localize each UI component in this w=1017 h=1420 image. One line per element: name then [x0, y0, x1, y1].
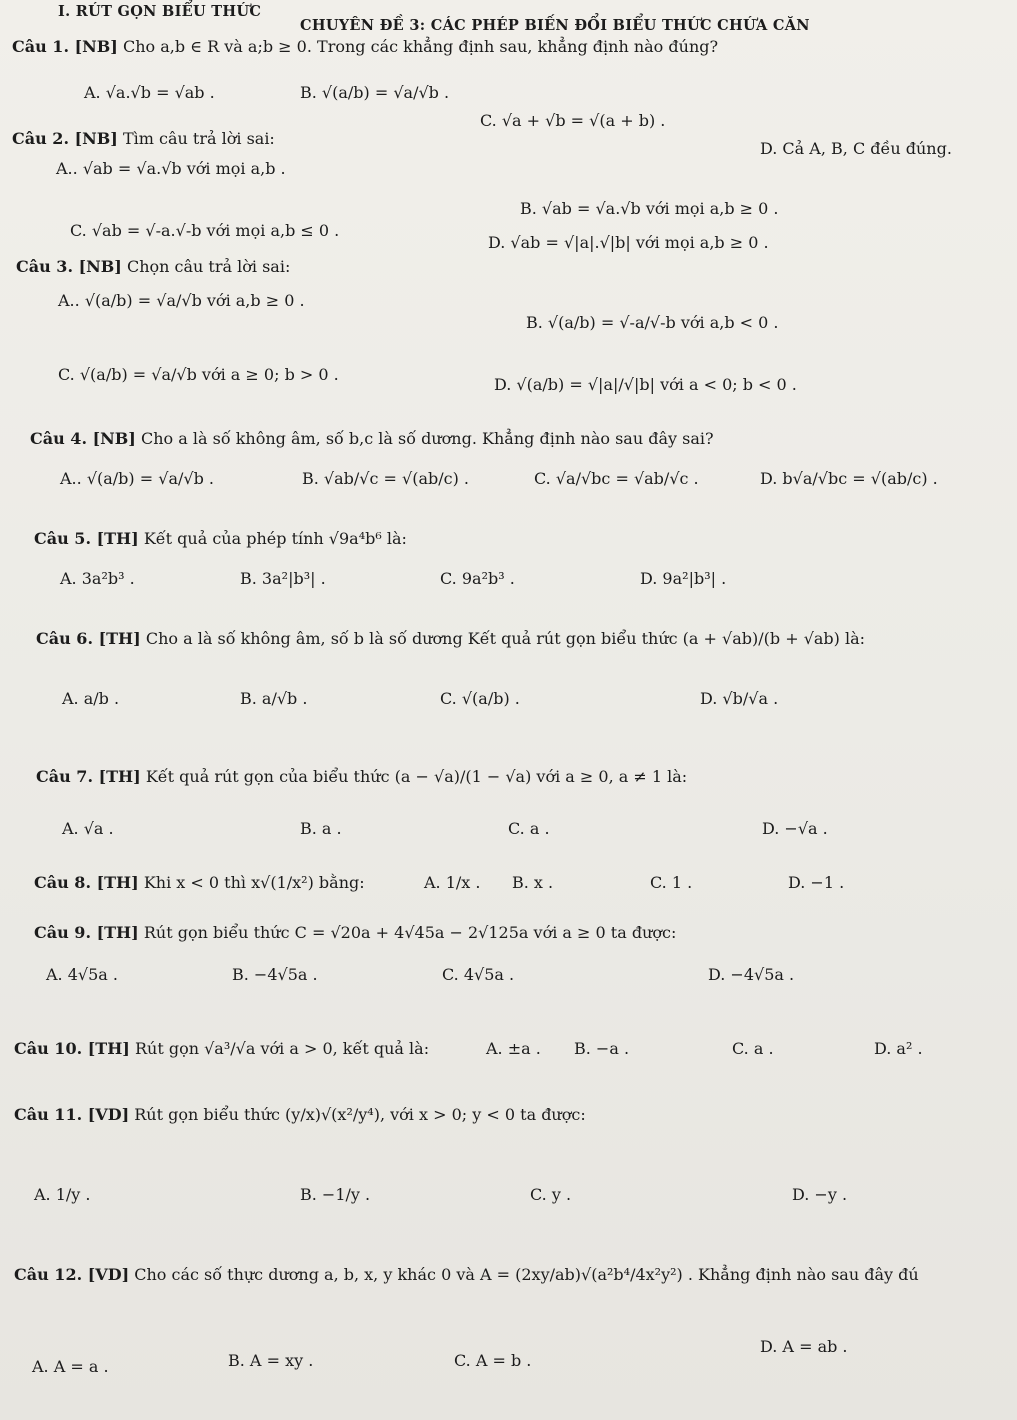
question-9: [34, 924, 676, 942]
question-text: Rút gọn biểu thức (y/x)√(x²/y⁴), với x > 0; y < 0 ta được:: [134, 1105, 586, 1124]
q10-option-b: B. −a .: [574, 1039, 630, 1058]
question-1: [12, 38, 718, 56]
q7-option-a: A. √a .: [62, 819, 114, 838]
q4-option-d: D. b√a/√bc = √(ab/c) .: [760, 469, 938, 488]
question-text: Cho các số thực dương a, b, x, y khác 0 và A = (2xy/ab)√(a²b⁴/4x²y²) . Khẳng định nào sau đây đú: [134, 1265, 919, 1284]
q1-option-a: A. √a.√b = √ab .: [84, 83, 215, 102]
q8-option-c: C. 1 .: [650, 873, 693, 892]
q2-option-a: A.. √ab = √a.√b với mọi a,b .: [56, 159, 286, 178]
question-label: Câu 5. [TH]: [34, 529, 139, 548]
question-text: Chọn câu trả lời sai:: [126, 257, 291, 276]
q7-option-c: C. a .: [508, 819, 550, 838]
q1-option-b: B. √(a/b) = √a/√b .: [300, 83, 450, 102]
q9-option-c: C. 4√5a .: [442, 965, 515, 984]
q2-option-c: C. √ab = √-a.√-b với mọi a,b ≤ 0 .: [70, 221, 340, 240]
question-label: Câu 4. [NB]: [30, 429, 136, 448]
q6-option-a: A. a/b .: [62, 689, 120, 708]
question-3: [16, 258, 290, 276]
question-text: Cho a là số không âm, số b,c là số dương. Khẳng định nào sau đây sai?: [140, 429, 714, 448]
q1-option-d: D. Cả A, B, C đều đúng.: [760, 139, 952, 158]
q7-option-b: B. a .: [300, 819, 342, 838]
question-label: Câu 11. [VD]: [14, 1105, 130, 1124]
q5-option-c: C. 9a²b³ .: [440, 569, 515, 588]
question-label: Câu 6. [TH]: [36, 629, 141, 648]
question-6: [36, 630, 865, 648]
chapter-title: CHUYÊN ĐỀ 3: CÁC PHÉP BIẾN ĐỔI BIỂU THỨC CHỨA CĂN: [300, 17, 810, 34]
q4-option-c: C. √a/√bc = √ab/√c .: [534, 469, 699, 488]
q3-option-a: A.. √(a/b) = √a/√b với a,b ≥ 0 .: [58, 291, 305, 310]
question-12: [14, 1266, 919, 1284]
q3-option-c: C. √(a/b) = √a/√b với a ≥ 0; b > 0 .: [58, 365, 339, 384]
q3-option-b: B. √(a/b) = √-a/√-b với a,b < 0 .: [526, 313, 779, 332]
q11-option-d: D. −y .: [792, 1185, 848, 1204]
question-text: Cho a là số không âm, số b là số dương Kết quả rút gọn biểu thức (a + √ab)/(b + √ab) là:: [145, 629, 866, 648]
q10-option-a: A. ±a .: [486, 1039, 541, 1058]
question-text: Cho a,b ∈ R và a;b ≥ 0. Trong các khẳng định sau, khẳng định nào đúng?: [122, 37, 719, 56]
q3-option-d: D. √(a/b) = √|a|/√|b| với a < 0; b < 0 .: [494, 375, 797, 394]
q2-option-b: B. √ab = √a.√b với mọi a,b ≥ 0 .: [520, 199, 779, 218]
question-8: [34, 874, 365, 892]
q9-option-a: A. 4√5a .: [46, 965, 118, 984]
q9-option-b: B. −4√5a .: [232, 965, 318, 984]
question-label: Câu 2. [NB]: [12, 129, 118, 148]
q6-option-c: C. √(a/b) .: [440, 689, 520, 708]
q5-option-d: D. 9a²|b³| .: [640, 569, 727, 588]
section-heading: I. RÚT GỌN BIỂU THỨC: [58, 3, 262, 20]
question-text: Tìm câu trả lời sai:: [122, 129, 275, 148]
q2-option-d: D. √ab = √|a|.√|b| với mọi a,b ≥ 0 .: [488, 233, 769, 252]
q1-option-c: C. √a + √b = √(a + b) .: [480, 111, 666, 130]
question-label: Câu 10. [TH]: [14, 1039, 130, 1058]
question-4: [30, 430, 714, 448]
question-label: Câu 12. [VD]: [14, 1265, 130, 1284]
q5-option-b: B. 3a²|b³| .: [240, 569, 326, 588]
q9-option-d: D. −4√5a .: [708, 965, 795, 984]
question-label: Câu 3. [NB]: [16, 257, 122, 276]
q4-option-a: A.. √(a/b) = √a/√b .: [60, 469, 214, 488]
question-10: [14, 1040, 429, 1058]
q12-option-c: C. A = b .: [454, 1351, 532, 1370]
q7-option-d: D. −√a .: [762, 819, 828, 838]
q6-option-d: D. √b/√a .: [700, 689, 779, 708]
q12-option-d: D. A = ab .: [760, 1337, 848, 1356]
q12-option-b: B. A = xy .: [228, 1351, 314, 1370]
question-text: Kết quả rút gọn của biểu thức (a − √a)/(1 − √a) với a ≥ 0, a ≠ 1 là:: [145, 767, 688, 786]
q8-option-d: D. −1 .: [788, 873, 845, 892]
q11-option-c: C. y .: [530, 1185, 572, 1204]
q10-option-c: C. a .: [732, 1039, 774, 1058]
q8-option-b: B. x .: [512, 873, 554, 892]
question-7: [36, 768, 687, 786]
question-text: Rút gọn √a³/√a với a > 0, kết quả là:: [134, 1039, 430, 1058]
question-2: [12, 130, 275, 148]
question-text: Kết quả của phép tính √9a⁴b⁶ là:: [143, 529, 407, 548]
question-text: Khi x < 0 thì x√(1/x²) bằng:: [143, 873, 365, 892]
question-label: Câu 8. [TH]: [34, 873, 139, 892]
question-label: Câu 7. [TH]: [36, 767, 141, 786]
q11-option-b: B. −1/y .: [300, 1185, 371, 1204]
question-5: [34, 530, 407, 548]
question-label: Câu 9. [TH]: [34, 923, 139, 942]
q11-option-a: A. 1/y .: [34, 1185, 91, 1204]
question-11: [14, 1106, 586, 1124]
question-label: Câu 1. [NB]: [12, 37, 118, 56]
q4-option-b: B. √ab/√c = √(ab/c) .: [302, 469, 470, 488]
q12-option-a: A. A = a .: [32, 1357, 109, 1376]
q5-option-a: A. 3a²b³ .: [60, 569, 135, 588]
q6-option-b: B. a/√b .: [240, 689, 308, 708]
q8-option-a: A. 1/x .: [424, 873, 481, 892]
q10-option-d: D. a² .: [874, 1039, 923, 1058]
question-text: Rút gọn biểu thức C = √20a + 4√45a − 2√125a với a ≥ 0 ta được:: [143, 923, 677, 942]
